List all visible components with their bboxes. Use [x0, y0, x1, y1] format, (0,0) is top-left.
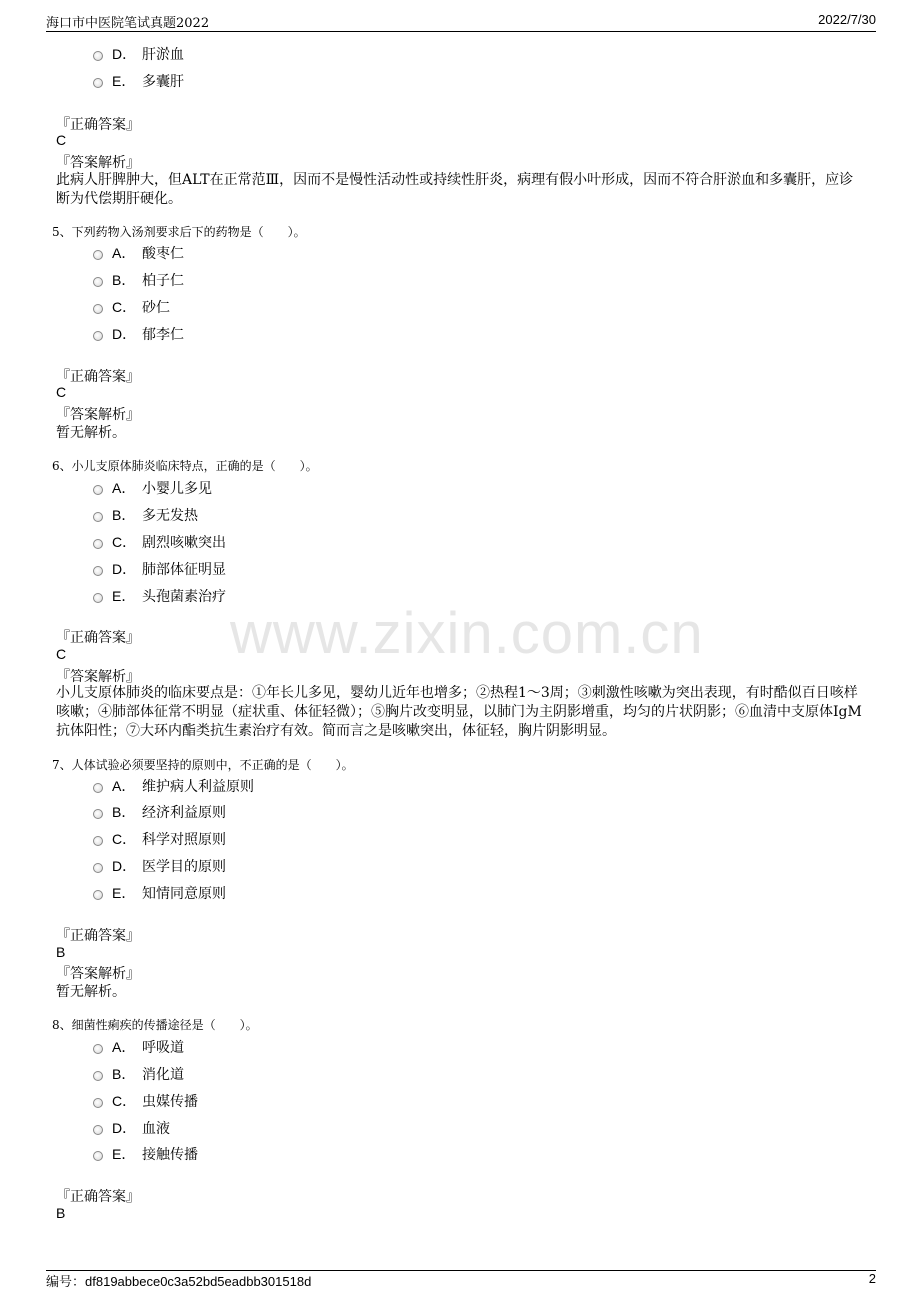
correct-answer-label: 『正确答案』 — [56, 117, 140, 133]
option-letter: C． — [112, 1093, 137, 1109]
option-text: 头孢菌素治疗 — [142, 589, 226, 605]
option-text: 肝淤血 — [142, 47, 184, 63]
option-letter: E． — [112, 1146, 136, 1162]
option-radio-row[interactable] — [93, 1064, 184, 1084]
option-letter: C． — [112, 534, 137, 550]
radio-button-icon[interactable] — [93, 1071, 103, 1081]
option-letter: B． — [112, 507, 136, 523]
option-letter: A． — [112, 778, 136, 794]
option-text: 医学目的原则 — [142, 859, 226, 875]
correct-answer-label: 『正确答案』 — [56, 630, 140, 646]
radio-button-icon[interactable] — [93, 78, 103, 88]
correct-answer-label: 『正确答案』 — [56, 369, 140, 385]
radio-button-icon[interactable] — [93, 1044, 103, 1054]
correct-answer-value: B — [56, 944, 66, 960]
radio-button-icon[interactable] — [93, 51, 103, 61]
option-text: 肺部体征明显 — [142, 562, 226, 578]
radio-button-icon[interactable] — [93, 836, 103, 846]
question-text: 6、小儿支原体肺炎临床特点，正确的是（ ）。 — [52, 459, 318, 473]
option-text: 科学对照原则 — [142, 832, 226, 848]
document-code-value: df819abbece0c3a52bd5eadbb301518d — [85, 1274, 312, 1289]
correct-answer-value: C — [56, 384, 67, 400]
correct-answer-label: 『正确答案』 — [56, 1189, 140, 1205]
radio-button-icon[interactable] — [93, 485, 103, 495]
analysis-label: 『答案解析』 — [56, 669, 140, 685]
option-radio-row[interactable] — [93, 243, 184, 263]
option-radio-row[interactable] — [93, 776, 254, 796]
option-letter: A． — [112, 480, 136, 496]
option-text: 知情同意原则 — [142, 886, 226, 902]
radio-button-icon[interactable] — [93, 1125, 103, 1135]
correct-answer-value: C — [56, 646, 67, 662]
correct-answer-value: B — [56, 1205, 66, 1221]
radio-button-icon[interactable] — [93, 1151, 103, 1161]
option-letter: D． — [112, 858, 137, 874]
option-letter: E． — [112, 885, 136, 901]
option-letter: C． — [112, 299, 137, 315]
option-letter: A． — [112, 245, 136, 261]
option-radio-row[interactable] — [93, 505, 198, 525]
option-text: 经济利益原则 — [142, 805, 226, 821]
option-radio-row[interactable] — [93, 883, 226, 903]
option-text: 郁李仁 — [142, 327, 184, 343]
option-letter: B． — [112, 804, 136, 820]
radio-button-icon[interactable] — [93, 250, 103, 260]
option-radio-row[interactable] — [93, 856, 226, 876]
option-radio-row[interactable] — [93, 1118, 170, 1138]
option-text: 酸枣仁 — [142, 246, 184, 262]
option-text: 多无发热 — [142, 508, 198, 524]
analysis-text: 小儿支原体肺炎的临床要点是：①年长儿多见，婴幼儿近年也增多；②热程1～3周；③刺激性咳嗽为突出表现，有时酷似百日咳样咳嗽；④肺部体征常不明显（症状重、体征轻微）；⑤胸片改变明显，以肺门为主阴影增重，均匀的片状阴影；⑥血清中支原体IgM抗体阳性；⑦大环内酯类抗生素治疗有效。简而言之是咳嗽突出，体征轻，胸片阴影明显。 — [56, 685, 862, 739]
radio-button-icon[interactable] — [93, 539, 103, 549]
option-radio-row[interactable] — [93, 1144, 198, 1164]
option-text: 小婴儿多见 — [142, 481, 212, 497]
document-code-label: 编号： — [46, 1275, 86, 1290]
radio-button-icon[interactable] — [93, 277, 103, 287]
option-text: 柏子仁 — [142, 273, 184, 289]
header-divider — [46, 31, 876, 32]
option-letter: D． — [112, 561, 137, 577]
option-radio-row[interactable] — [93, 478, 212, 498]
option-text: 消化道 — [142, 1067, 184, 1083]
document-code — [46, 1271, 311, 1290]
document-title: 海口市中医院笔试真题2022 — [46, 16, 210, 31]
document-date: 2022/7/30 — [818, 12, 876, 27]
option-radio-row[interactable] — [93, 586, 226, 606]
option-radio-row[interactable] — [93, 270, 184, 290]
option-letter: D． — [112, 326, 137, 342]
option-letter: A． — [112, 1039, 136, 1055]
radio-button-icon[interactable] — [93, 304, 103, 314]
option-letter: C． — [112, 831, 137, 847]
radio-button-icon[interactable] — [93, 783, 103, 793]
option-radio-row[interactable] — [93, 829, 226, 849]
option-letter: B． — [112, 272, 136, 288]
option-text: 维护病人利益原则 — [142, 779, 254, 795]
option-text: 多囊肝 — [142, 74, 184, 90]
radio-button-icon[interactable] — [93, 863, 103, 873]
option-radio-row[interactable] — [93, 559, 226, 579]
option-radio-row[interactable] — [93, 1091, 198, 1111]
watermark: www.zixin.com.cn — [230, 601, 704, 666]
radio-button-icon[interactable] — [93, 809, 103, 819]
option-radio-row[interactable] — [93, 324, 184, 344]
option-letter: E． — [112, 588, 136, 604]
radio-button-icon[interactable] — [93, 593, 103, 603]
option-letter: D． — [112, 1120, 137, 1136]
analysis-text: 暂无解析。 — [56, 984, 126, 1000]
option-text: 虫媒传播 — [142, 1094, 198, 1110]
option-text: 剧烈咳嗽突出 — [142, 535, 226, 551]
option-radio-row[interactable] — [93, 297, 170, 317]
option-text: 呼吸道 — [142, 1040, 184, 1056]
option-radio-row[interactable] — [93, 532, 226, 552]
option-letter: E． — [112, 73, 136, 89]
analysis-text: 暂无解析。 — [56, 425, 126, 441]
radio-button-icon[interactable] — [93, 331, 103, 341]
question-text: 7、人体试验必须要坚持的原则中，不正确的是（ ）。 — [52, 758, 354, 772]
analysis-text: 此病人肝脾肿大，但ALT在正常范Ⅲ，因而不是慢性活动性或持续性肝炎，病理有假小叶形成，因而不符合肝淤血和多囊肝，应诊断为代偿期肝硬化。 — [56, 172, 854, 207]
analysis-label: 『答案解析』 — [56, 407, 140, 423]
option-text: 接触传播 — [142, 1147, 198, 1163]
question-text: 8、细菌性痢疾的传播途径是（ ）。 — [52, 1018, 258, 1032]
radio-button-icon[interactable] — [93, 890, 103, 900]
analysis-label: 『答案解析』 — [56, 966, 140, 982]
analysis-label: 『答案解析』 — [56, 155, 140, 171]
option-text: 血液 — [142, 1121, 170, 1137]
option-radio-row[interactable] — [93, 44, 184, 64]
option-letter: B． — [112, 1066, 136, 1082]
correct-answer-label: 『正确答案』 — [56, 928, 140, 944]
option-radio-row[interactable] — [93, 1037, 184, 1057]
correct-answer-value: C — [56, 132, 67, 148]
radio-button-icon[interactable] — [93, 566, 103, 576]
radio-button-icon[interactable] — [93, 1098, 103, 1108]
option-radio-row[interactable] — [93, 802, 226, 822]
option-radio-row[interactable] — [93, 71, 184, 91]
option-letter: D． — [112, 46, 137, 62]
option-text: 砂仁 — [142, 300, 170, 316]
page-number: 2 — [868, 1271, 876, 1286]
radio-button-icon[interactable] — [93, 512, 103, 522]
question-text: 5、下列药物入汤剂要求后下的药物是（ ）。 — [52, 225, 306, 239]
